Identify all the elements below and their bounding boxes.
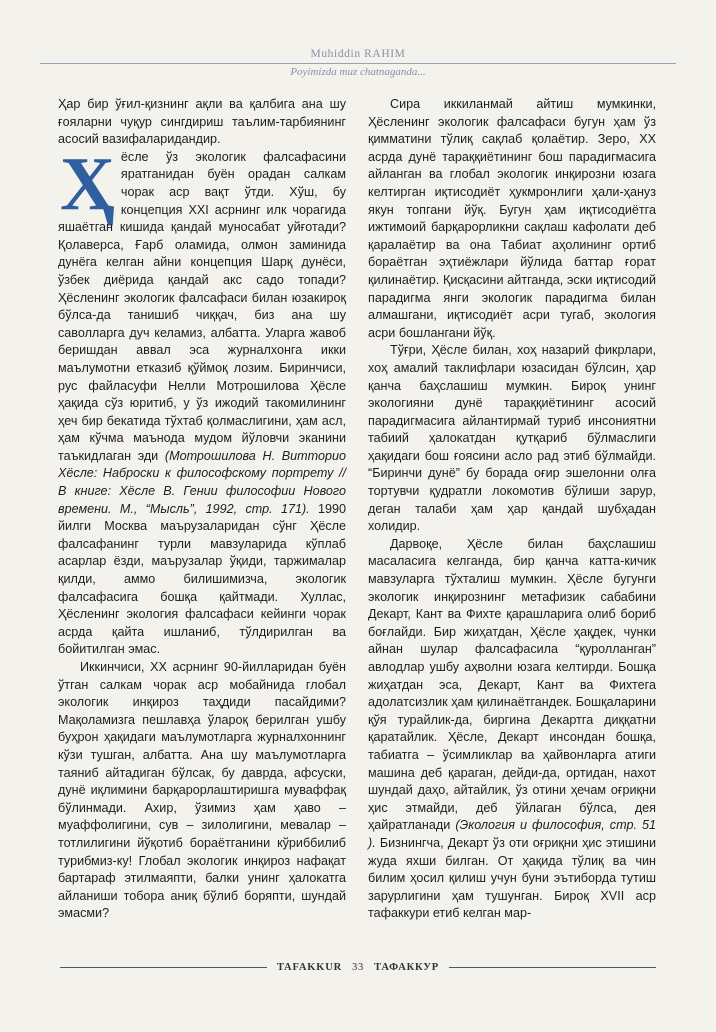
header-divider [40, 63, 676, 64]
footer-rule-left [60, 967, 267, 968]
footer-brand-latin: TAFAKKUR [277, 962, 342, 973]
left-paragraph-2 [58, 141, 347, 659]
left-paragraph-2-text: ёсле ўз экологик фалсафасини яратганидан буён орадан салкам чорак аср вақт ўтди. Хўш, бу концепция XXI асрнинг илк чорагида яшаётган кишида қандай муносабат уйғотади? Қолаверса, Ғарб оламида, олмон заминида дунёга келган айни концепция Шарқ дунёси, ўзбек диёрида қандай акс садо топади? Ҳёсленинг экологик фалсафаси билан юзакироқ бўлса-да танишиб чиққач, биз ана шу саволларга дуч келамиз, албатта. Уларга жавоб беришдан аввал эса журналхонга икки маълумотни етказиб қўймоқ лозим. Биринчиси, рус файласуфи Нелли Мотрошилова Ҳёсле ҳақида сўз юритиб, у ўз ижодий такомилининг ҳеч бир бекатида тўхтаб қолмаслигини, ҳам асл, ҳам кўчма маънода мудом йўловчи эканини таъкидлаган эди [58, 149, 346, 463]
citation: (Мотрошилова Н. Витторио Хёсле: Наброски к философскому портрету // В книге: Хёсле В. Гении философии Нового времени. М., “Мысль”, 1992, стр. 171). [58, 448, 346, 516]
right-paragraph-3-cont: Бизнингча, Декарт ўз оти оғриқни ҳис этишини жуда яхши билган. От ҳақида тўлиқ ва чин билим ҳосил қилиш учун буни эътиборда тутиш зарурлигини ҳам тушунган. Бироқ XVII аср тафаккури етиб келган мар- [368, 835, 656, 921]
running-header [40, 48, 676, 78]
header-subtitle: Poyimizda muz chatnaganda... [290, 66, 426, 78]
page-footer [60, 962, 656, 973]
right-paragraph-3 [368, 536, 656, 923]
page-number: 33 [351, 962, 365, 973]
footer-rule-right [449, 967, 656, 968]
left-paragraph-3: Иккинчиси, XX асрнинг 90-йилларидан буён ўтган салкам чорак аср мобайнида глобал экологик инқироз таҳдиди пасайдими? Мақоламизга пешлавҳа ўлароқ берилган ушбу буҳрон ҳақидаги маълумотларга журналхоннинг кўзи тушган, албатта. Ана шу маълумотларга таяниб айтадиган бўлсак, бу даврда, афсуски, дунё иқлимини барқарорлаштиришга муваффақ бўлинмади. Ахир, ўзимиз ҳам ҳаво – муаффолигини, сув – зилолигини, мевалар – тотлилигини йўқотиб бораётганини кўриббилиб турибмиз-ку! Глобал экологик инқироз нафақат бартараф этилмаяпти, балки унинг ҳалокатга айланиши тобора аниқ бўлиб боряпти, шундай эмасми? [58, 660, 346, 921]
footer-brand-cyrillic: ТАФАККУР [374, 962, 439, 973]
citation: (Экология и философия, стр. 51 ). [368, 818, 656, 850]
right-paragraph-3-text: Дарвоқе, Ҳёсле билан баҳслашиш масаласига келганда, бир қанча катта-кичик мавзуларга тўхталиш мумкин. Ҳёсле бугунги экологик инқирознинг метафизик сабабини Декарт, Кант ва Фихте қарашларига олиб бориб боғлайди. Бир жиҳатдан, Ҳёсле ҳақдек, чунки айнан шулар фалсафасила “қуролланган” авлодлар ушбу аҳволни юзага келтирди. Бошқа жиҳатдан эса, Декарт, Кант ва Фихтега адолатсизлик ҳам қилинаётгандек. Бошқаларини қўя турайлик-да, биргина Декартга диққатни қаратайлик. Ҳёсле, Декарт инсондан бошқа, табиатга – ўсимликлар ва ҳайвонларга атиги машина деб қараган, дейди-да, ортидан, нахот шундай даҳо, айтайлик, ўз отини ҳечам оғриқни ҳис этмайди, деб ўйлаган бўлса, дея ҳайратланади [368, 536, 656, 833]
drop-cap: Ҳ [60, 141, 115, 226]
right-column [368, 96, 656, 923]
right-paragraph-2: Тўғри, Ҳёсле билан, хоҳ назарий фикрлари, хоҳ амалий таклифлари юзасидан бўлсин, ҳар қанча баҳслашиш мумкин. Бироқ унинг экологияни дунё тараққиётининг асосий парадигмасига айлантирмай туриб инсониятни табиий ҳалокатдан қутқариб бўлмаслиги ҳақидаги бош ғоясини асло рад этиб бўлмайди. “Биринчи дунё” бу борада оғир эшелонни олға тортувчи қудратли локомотив бўлиши зарур, деган талаби ҳам ҳар қандай шубҳадан холидир. [368, 343, 656, 534]
left-column [58, 96, 346, 923]
left-paragraph-1: Ҳар бир ўғил-қизнинг ақли ва қалбига ана шу ғояларни чуқур сингдириш таълим-тарбиянинг асосий вазифаларидандир. [58, 97, 346, 147]
right-paragraph-1: Сира иккиланмай айтиш мумкинки, Ҳёсленинг экологик фалсафаси бугун ҳам ўз қимматини тўлиқ сақлаб қолаётир. Зеро, XX асрда дунё тараққиётининг бош парадигмасига айланган ва глобал экологик инқирозни юзага келтирган иқтисодиёт ҳукмронлиги ҳали-ҳануз якун топгани йўқ. Бугун ҳам иқтисодиётга ижтимоий барқарорликни сақлаш кафолати деб қаралаётир ва она Табиат аҳолининг ортиб бораётган эҳтиёжлари йўлида баттар ғорат қилинаётир. Қисқасини айтганда, эски иқтисодий парадигма янги экологик парадигма билан алмашгани, иқтисодиёт асри тугаб, экология асри бошлангани йўқ. [368, 97, 656, 340]
header-author: Muhiddin RAHIM [310, 48, 406, 60]
left-paragraph-2-cont: 1990 йилги Москва маърузаларидан сўнг Ҳёсле фалсафанинг турли мавзуларида кўплаб асарлар ёзди, маърузалар ўқиди, таржималар қилди, аммо билишимизча, экологик фалсафасига бошқа қайтмади. Хуллас, Ҳёсленинг экология фалсафаси кейинги чорак асрда қайта ишланиб, тўлдирилган ва бойитилган эмас. [58, 501, 347, 657]
